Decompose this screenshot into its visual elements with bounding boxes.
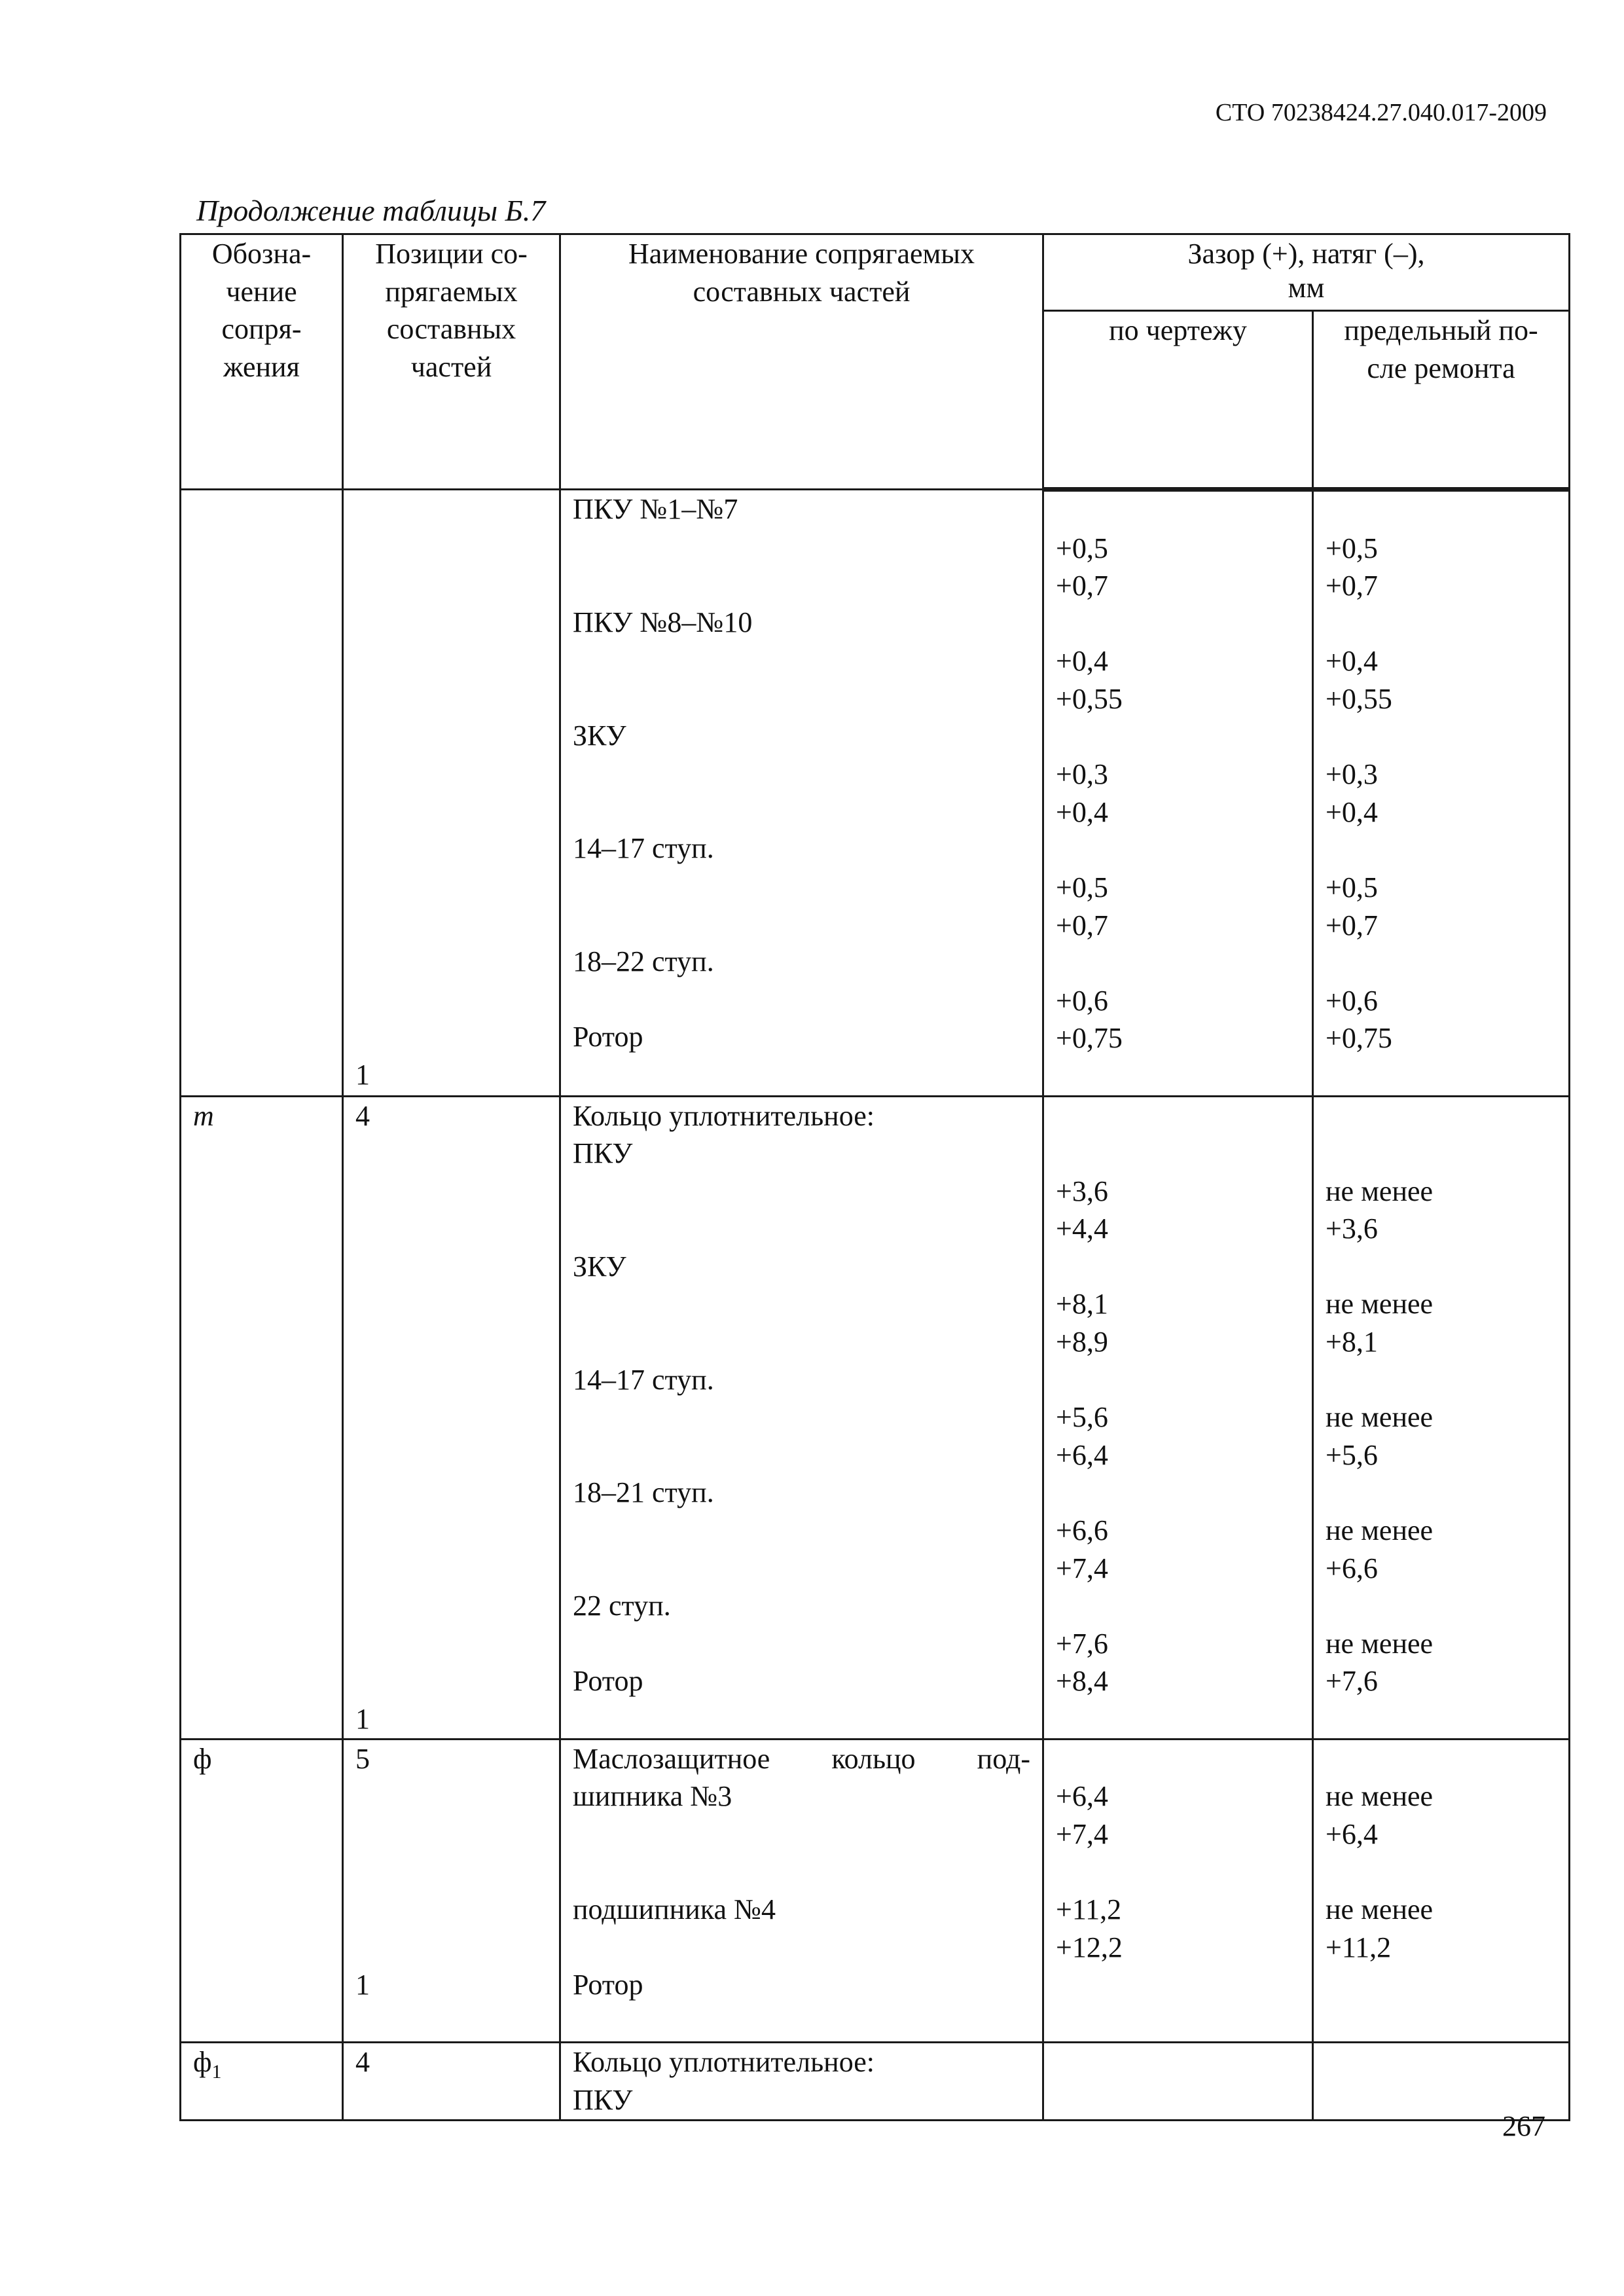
drawing-clearance-cell-line: +0,5	[1056, 532, 1108, 564]
limit-clearance-cell-line	[1326, 2004, 1557, 2042]
limit-clearance-cell-line	[1326, 1853, 1557, 1891]
positions-cell-line	[355, 1398, 547, 1436]
part-name-cell-line: 14–17 ступ.	[573, 832, 714, 865]
part-name-cell	[560, 1096, 1043, 1739]
positions-cell-line	[355, 1173, 547, 1211]
positions-cell-line	[355, 943, 547, 981]
positions-cell-line	[355, 641, 547, 679]
drawing-clearance-cell-line: +4,4	[1056, 1212, 1108, 1245]
positions-cell-line	[355, 490, 547, 528]
part-name-cell-line	[573, 981, 1030, 1019]
limit-clearance-cell-line	[1326, 944, 1557, 982]
part-name-cell	[560, 2043, 1043, 2120]
part-name-cell-line: ПКУ №1–№7	[573, 493, 738, 525]
drawing-clearance-cell-line	[1056, 492, 1300, 530]
designation-cell-line	[193, 1285, 330, 1323]
drawing-clearance-cell-line	[1056, 1740, 1300, 1778]
limit-clearance-cell-line: +6,4	[1326, 1817, 1378, 1850]
designation-cell-line	[193, 867, 330, 905]
designation-cell-line	[193, 1018, 330, 1056]
drawing-clearance-cell-line	[1056, 1474, 1300, 1512]
drawing-clearance-cell-line: +7,4	[1056, 1817, 1108, 1850]
limit-clearance-cell-line	[1326, 605, 1557, 643]
drawing-clearance-cell-line: +7,6	[1056, 1627, 1108, 1660]
positions-cell-line: 1	[355, 1969, 370, 2001]
drawing-clearance-cell-line	[1056, 1966, 1300, 2004]
positions-cell-line	[355, 1662, 547, 1700]
limit-clearance-cell	[1313, 490, 1570, 1097]
header-by-drawing: по чертежу	[1043, 311, 1313, 490]
drawing-clearance-cell-line: +8,4	[1056, 1665, 1108, 1698]
drawing-clearance-cell-line	[1056, 2043, 1300, 2081]
part-name-cell-line	[573, 641, 1030, 679]
designation-cell-line	[193, 1891, 330, 1929]
part-name-cell-line: 14–17 ступ.	[573, 1363, 714, 1396]
drawing-clearance-cell-line: +3,6	[1056, 1175, 1108, 1207]
limit-clearance-cell-line: не менее	[1326, 1175, 1434, 1207]
designation-cell-line	[193, 1135, 330, 1173]
positions-cell-line	[355, 1625, 547, 1663]
designation-cell-line	[193, 1173, 330, 1211]
positions-cell-line: 4	[355, 2046, 370, 2079]
positions-cell-line	[355, 1777, 547, 1815]
positions-cell-line	[355, 1436, 547, 1474]
limit-clearance-cell-line: +5,6	[1326, 1438, 1378, 1471]
positions-cell	[343, 490, 560, 1097]
part-name-cell-line: Ротор	[573, 1021, 643, 1053]
part-name-cell-line: ЗКУ	[573, 719, 626, 752]
part-name-cell-line	[573, 528, 1030, 566]
positions-cell-line	[355, 528, 547, 566]
limit-clearance-cell-line: +0,7	[1326, 570, 1378, 602]
limit-clearance-cell-line	[1326, 1700, 1557, 1738]
designation-cell-line	[193, 1056, 330, 1094]
designation-cell-line	[193, 1398, 330, 1436]
table-caption: Продолжение таблицы Б.7	[196, 194, 546, 227]
part-name-cell-line: Кольцо уплотнительное:	[573, 1099, 875, 1132]
part-name-cell-line	[573, 754, 1030, 792]
drawing-clearance-cell-line	[1056, 2004, 1300, 2042]
positions-cell-line: 1	[355, 1703, 370, 1735]
designation-cell-line	[193, 679, 330, 717]
limit-clearance-cell-line: не менее	[1326, 1780, 1434, 1813]
table-row	[181, 1096, 1570, 1739]
designation-cell-line	[193, 528, 330, 566]
designation-cell	[181, 1096, 343, 1739]
designation-cell-line	[193, 1929, 330, 1967]
drawing-clearance-cell-line: +0,5	[1056, 871, 1108, 903]
drawing-clearance-cell-line: +0,75	[1056, 1022, 1123, 1055]
designation-cell-line	[193, 1815, 330, 1853]
designation-cell-line	[193, 1512, 330, 1550]
drawing-clearance-cell-line: +6,6	[1056, 1514, 1108, 1547]
part-name-cell-line	[573, 1700, 1030, 1738]
designation-cell-line	[193, 1587, 330, 1625]
limit-clearance-cell-line: +0,55	[1326, 682, 1392, 715]
drawing-clearance-cell-line: +7,4	[1056, 1552, 1108, 1584]
part-name-cell-line	[573, 679, 1030, 717]
positions-cell	[343, 2043, 560, 2120]
header-clearance-group: Зазор (+), натяг (–), мм	[1043, 234, 1570, 311]
positions-cell	[343, 1096, 560, 1739]
drawing-clearance-cell	[1043, 2043, 1313, 2120]
drawing-clearance-cell-line	[1056, 605, 1300, 643]
designation-cell-line	[193, 829, 330, 867]
drawing-clearance-cell-line	[1056, 2081, 1300, 2119]
limit-clearance-cell-line	[1326, 1474, 1557, 1512]
positions-cell-line	[355, 1361, 547, 1399]
limit-clearance-cell-line: +0,4	[1326, 645, 1378, 678]
designation-cell-line: ф	[193, 1742, 212, 1775]
designation-cell-line	[193, 792, 330, 830]
designation-cell-line	[193, 1436, 330, 1474]
document-code: СТО 70238424.27.040.017-2009	[1215, 99, 1547, 126]
designation-cell-line	[193, 1550, 330, 1588]
limit-clearance-cell-line: не менее	[1326, 1401, 1434, 1434]
limit-clearance-cell-line: не менее	[1326, 1514, 1434, 1547]
positions-cell-line	[355, 679, 547, 717]
positions-cell-line	[355, 566, 547, 604]
limit-clearance-cell-line: +8,1	[1326, 1326, 1378, 1358]
part-name-cell-line	[573, 566, 1030, 604]
part-name-cell-line: подшипника №4	[573, 1893, 776, 1925]
limit-clearance-cell-line	[1326, 1057, 1557, 1095]
designation-cell-line	[193, 1662, 330, 1700]
limit-clearance-cell-line: не менее	[1326, 1627, 1434, 1660]
drawing-clearance-cell-line	[1056, 1853, 1300, 1891]
positions-cell-line	[355, 1474, 547, 1512]
header-limit-after-repair: предельный по- сле ремонта	[1313, 311, 1570, 490]
positions-cell-line	[355, 1853, 547, 1891]
positions-cell-line	[355, 604, 547, 642]
part-name-cell-line	[573, 1815, 1030, 1853]
limit-clearance-cell	[1313, 1096, 1570, 1739]
part-name-cell-line: 22 ступ.	[573, 1590, 671, 1622]
limit-clearance-cell-line	[1326, 1361, 1557, 1399]
designation-cell-line	[193, 1210, 330, 1248]
positions-cell-line	[355, 981, 547, 1019]
positions-cell-line: 5	[355, 1742, 370, 1775]
drawing-clearance-cell-line	[1056, 1587, 1300, 1625]
positions-cell-line	[355, 829, 547, 867]
drawing-clearance-cell	[1043, 490, 1313, 1097]
designation-cell-line	[193, 1248, 330, 1286]
limit-clearance-cell-line	[1326, 1587, 1557, 1625]
limit-clearance-cell-line: +0,3	[1326, 758, 1378, 791]
designation-cell-line	[193, 1777, 330, 1815]
limit-clearance-cell-line: +0,4	[1326, 795, 1378, 828]
drawing-clearance-cell	[1043, 1739, 1313, 2043]
part-name-cell-line	[573, 792, 1030, 830]
limit-clearance-cell-line: +0,75	[1326, 1022, 1392, 1055]
drawing-clearance-cell-line: +0,7	[1056, 570, 1108, 602]
drawing-clearance-cell-line: +0,6	[1056, 984, 1108, 1017]
limit-clearance-cell-line	[1326, 1135, 1557, 1173]
designation-cell-line	[193, 754, 330, 792]
limit-clearance-cell-line	[1326, 831, 1557, 869]
designation-cell-line	[193, 981, 330, 1019]
part-name-cell-line	[573, 1323, 1030, 1361]
designation-cell-line: $ф_1$	[193, 2046, 222, 2083]
part-name-cell-line	[573, 1056, 1030, 1094]
drawing-clearance-cell-line: +6,4	[1056, 1780, 1108, 1813]
positions-cell-line	[355, 1550, 547, 1588]
part-name-cell-line	[573, 1285, 1030, 1323]
positions-cell-line	[355, 1891, 547, 1929]
drawing-clearance-cell-line	[1056, 831, 1300, 869]
part-name-cell-line	[573, 1436, 1030, 1474]
designation-cell	[181, 490, 343, 1097]
drawing-clearance-cell-line	[1056, 718, 1300, 756]
limit-clearance-cell-line	[1326, 1248, 1557, 1286]
limit-clearance-cell-line	[1326, 718, 1557, 756]
limit-clearance-cell-line: не менее	[1326, 1288, 1434, 1321]
part-name-cell-line	[573, 1929, 1030, 1967]
limit-clearance-cell	[1313, 2043, 1570, 2120]
part-name-cell-line: Маслозащитное кольцо под-	[573, 1742, 1030, 1775]
positions-cell-line	[355, 1285, 547, 1323]
designation-cell-line	[193, 1474, 330, 1512]
drawing-clearance-cell-line: +8,9	[1056, 1326, 1108, 1358]
drawing-clearance-cell-line	[1056, 1135, 1300, 1173]
part-name-cell-line	[573, 1853, 1030, 1891]
positions-cell-line	[355, 1248, 547, 1286]
designation-cell	[181, 1739, 343, 2043]
designation-cell-line	[193, 2004, 330, 2042]
part-name-cell-line: 18–21 ступ.	[573, 1476, 714, 1509]
drawing-clearance-cell-line: +0,7	[1056, 909, 1108, 941]
table-body	[181, 490, 1570, 2121]
designation-cell-line	[193, 1323, 330, 1361]
drawing-clearance-cell-line	[1056, 1248, 1300, 1286]
limit-clearance-cell-line: +6,6	[1326, 1552, 1378, 1584]
part-name-cell-line	[573, 1210, 1030, 1248]
drawing-clearance-cell-line	[1056, 1361, 1300, 1399]
designation-cell-line	[193, 604, 330, 642]
positions-cell-line: 4	[355, 1099, 370, 1132]
part-name-cell-line: ЗКУ	[573, 1250, 626, 1283]
spec-table	[179, 233, 1570, 2121]
part-name-cell-line: шипника №3	[573, 1780, 732, 1813]
drawing-clearance-cell-line: +5,6	[1056, 1401, 1108, 1434]
limit-clearance-cell-line: +0,7	[1326, 909, 1378, 941]
designation-cell-line	[193, 1361, 330, 1399]
header-part-names: Наименование сопрягаемых составных частей	[560, 234, 1043, 490]
drawing-clearance-cell-line	[1056, 1097, 1300, 1135]
page-number: 267	[1502, 2110, 1545, 2142]
designation-cell-line	[193, 490, 330, 528]
limit-clearance-cell-line: +0,5	[1326, 871, 1378, 903]
part-name-cell-line	[573, 2004, 1030, 2042]
designation-cell-line	[193, 641, 330, 679]
part-name-cell	[560, 1739, 1043, 2043]
header-positions: Позиции со- прягаемых составных частей	[343, 234, 560, 490]
positions-cell-line	[355, 905, 547, 943]
limit-clearance-cell-line	[1326, 2043, 1557, 2081]
part-name-cell-line	[573, 1550, 1030, 1588]
table-row	[181, 490, 1570, 1097]
limit-clearance-cell-line	[1326, 1966, 1557, 2004]
drawing-clearance-cell-line: +11,2	[1056, 1893, 1122, 1925]
limit-clearance-cell-line: +3,6	[1326, 1212, 1378, 1245]
part-name-cell	[560, 490, 1043, 1097]
part-name-cell-line: ПКУ	[573, 1137, 633, 1170]
drawing-clearance-cell-line: +0,4	[1056, 795, 1108, 828]
table-row	[181, 1739, 1570, 2043]
drawing-clearance-cell-line	[1056, 1057, 1300, 1095]
part-name-cell-line: ПКУ №8–№10	[573, 606, 753, 638]
positions-cell-line: 1	[355, 1058, 370, 1091]
part-name-cell-line: Ротор	[573, 1969, 643, 2001]
positions-cell-line	[355, 1512, 547, 1550]
designation-cell-line	[193, 943, 330, 981]
part-name-cell-line: Ротор	[573, 1665, 643, 1698]
positions-cell-line	[355, 867, 547, 905]
designation-cell-line	[193, 1625, 330, 1663]
header-designation: Обозна- чение сопря- жения	[181, 234, 343, 490]
designation-cell	[181, 2043, 343, 2120]
positions-cell-line	[355, 1815, 547, 1853]
positions-cell-line	[355, 717, 547, 755]
part-name-cell-line	[573, 1398, 1030, 1436]
part-name-cell-line: ПКУ	[573, 2083, 633, 2116]
designation-cell-line	[193, 1700, 330, 1738]
part-name-cell-line	[573, 1625, 1030, 1663]
designation-cell-line: m	[193, 1099, 214, 1132]
positions-cell-line	[355, 1210, 547, 1248]
designation-cell-line	[193, 905, 330, 943]
positions-cell-line	[355, 754, 547, 792]
positions-cell-line	[355, 792, 547, 830]
drawing-clearance-cell-line	[1056, 1700, 1300, 1738]
drawing-clearance-cell-line: +0,4	[1056, 645, 1108, 678]
limit-clearance-cell-line	[1326, 1097, 1557, 1135]
drawing-clearance-cell-line: +0,55	[1056, 682, 1123, 715]
limit-clearance-cell	[1313, 1739, 1570, 2043]
positions-cell-line	[355, 1018, 547, 1056]
limit-clearance-cell-line	[1326, 492, 1557, 530]
positions-cell-line	[355, 2004, 547, 2042]
limit-clearance-cell-line: +0,5	[1326, 532, 1378, 564]
part-name-cell-line: Кольцо уплотнительное:	[573, 2046, 875, 2079]
limit-clearance-cell-line: +7,6	[1326, 1665, 1378, 1698]
designation-cell-line	[193, 717, 330, 755]
limit-clearance-cell-line: +11,2	[1326, 1931, 1392, 1963]
positions-cell-line	[355, 1323, 547, 1361]
part-name-cell-line	[573, 905, 1030, 943]
drawing-clearance-cell-line: +0,3	[1056, 758, 1108, 791]
positions-cell-line	[355, 1929, 547, 1967]
drawing-clearance-cell-line: +12,2	[1056, 1931, 1123, 1963]
limit-clearance-cell-line: +0,6	[1326, 984, 1378, 1017]
limit-clearance-cell-line	[1326, 1740, 1557, 1778]
designation-cell-line	[193, 1853, 330, 1891]
part-name-cell-line: 18–22 ступ.	[573, 945, 714, 978]
positions-cell-line	[355, 1135, 547, 1173]
limit-clearance-cell-line: не менее	[1326, 1893, 1434, 1925]
positions-cell-line	[355, 1587, 547, 1625]
drawing-clearance-cell	[1043, 1096, 1313, 1739]
designation-cell-line	[193, 1966, 330, 2004]
part-name-cell-line	[573, 1173, 1030, 1211]
drawing-clearance-cell-line: +6,4	[1056, 1438, 1108, 1471]
part-name-cell-line	[573, 1512, 1030, 1550]
positions-cell	[343, 1739, 560, 2043]
designation-cell-line	[193, 566, 330, 604]
table-row	[181, 2043, 1570, 2120]
drawing-clearance-cell-line: +8,1	[1056, 1288, 1108, 1321]
part-name-cell-line	[573, 867, 1030, 905]
drawing-clearance-cell-line	[1056, 944, 1300, 982]
